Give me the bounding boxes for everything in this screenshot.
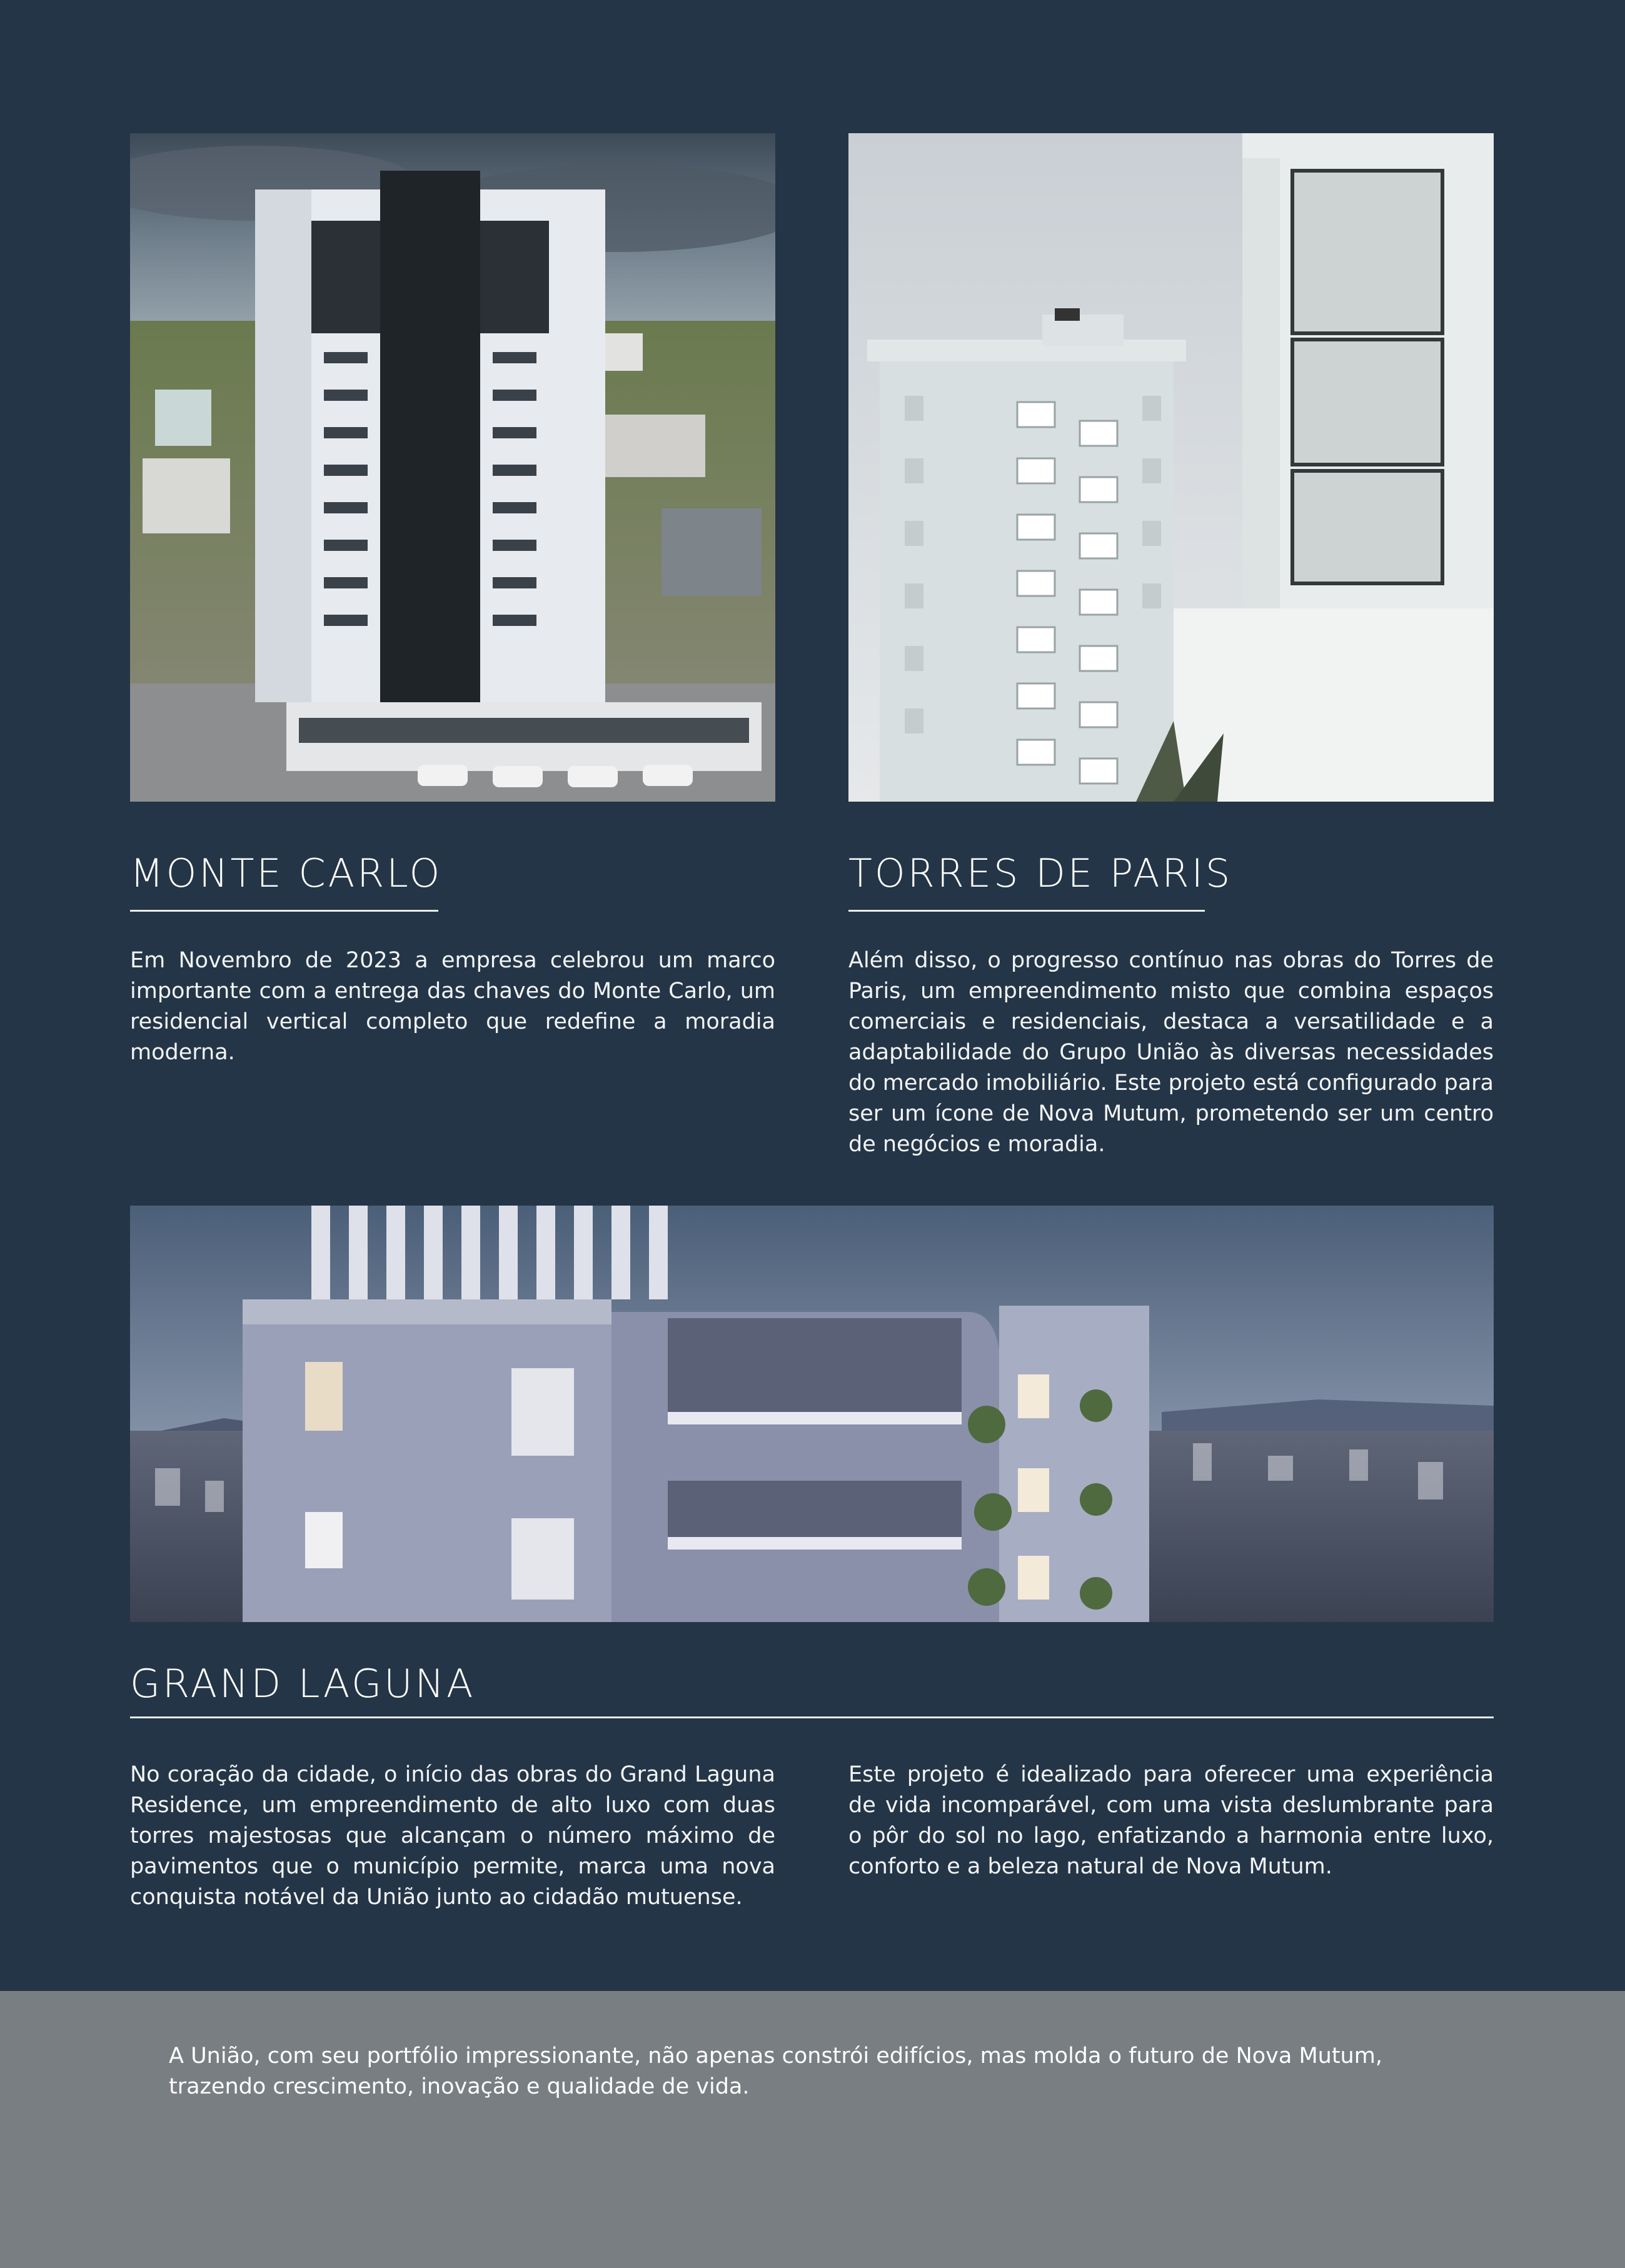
grand-laguna-description-left: No coração da cidade, o início das obras do Grand Laguna Residence, um empreendimento de alto luxo com duas torres majestosas que alcançam o número máximo de pavimentos que o município permite, marca uma nova conquista notável da União junto ao cidadão mutuense. [130, 1762, 775, 1910]
torres-de-paris-title: TORRES DE PARIS [848, 850, 1233, 896]
monte-carlo-description: Em Novembro de 2023 a empresa celebrou um marco importante com a entrega das chaves do Monte Carlo, um residencial vertical completo que redefine a moradia moderna. [130, 948, 775, 1065]
torres-de-paris-description: Além disso, o progresso contínuo nas obras do Torres de Paris, um empreendimento misto que combina espaços comerciais e residenciais, destaca a versatilidade e a adaptabilidade do Grupo União às diversas necessidades do mercado imobiliário. Este projeto está configurado para ser um ícone de Nova Mutum, prometendo ser um centro de negócios e moradia. [848, 948, 1494, 1157]
grand-laguna-title: GRAND LAGUNA [130, 1661, 476, 1706]
grand-laguna-building-photo [130, 1206, 1494, 1622]
monte-carlo-title: MONTE CARLO [130, 850, 443, 896]
torres-de-paris-title-underline [848, 910, 1205, 912]
monte-carlo-building-photo [130, 133, 775, 802]
monte-carlo-title-underline [130, 910, 438, 912]
grand-laguna-title-underline [130, 1716, 1494, 1718]
footer-statement: A União, com seu portfólio impressionante, não apenas constrói edifícios, mas molda o futuro de Nova Mutum, trazendo crescimento, inovação e qualidade de vida. [169, 2044, 1382, 2099]
torres-de-paris-building-photo [848, 133, 1494, 802]
footer-band [0, 1991, 1625, 2268]
grand-laguna-description-right: Este projeto é idealizado para oferecer uma experiência de vida incomparável, com uma vista deslumbrante para o pôr do sol no lago, enfatizando a harmonia entre luxo, conforto e a beleza natural de Nova Mutum. [848, 1762, 1494, 1879]
